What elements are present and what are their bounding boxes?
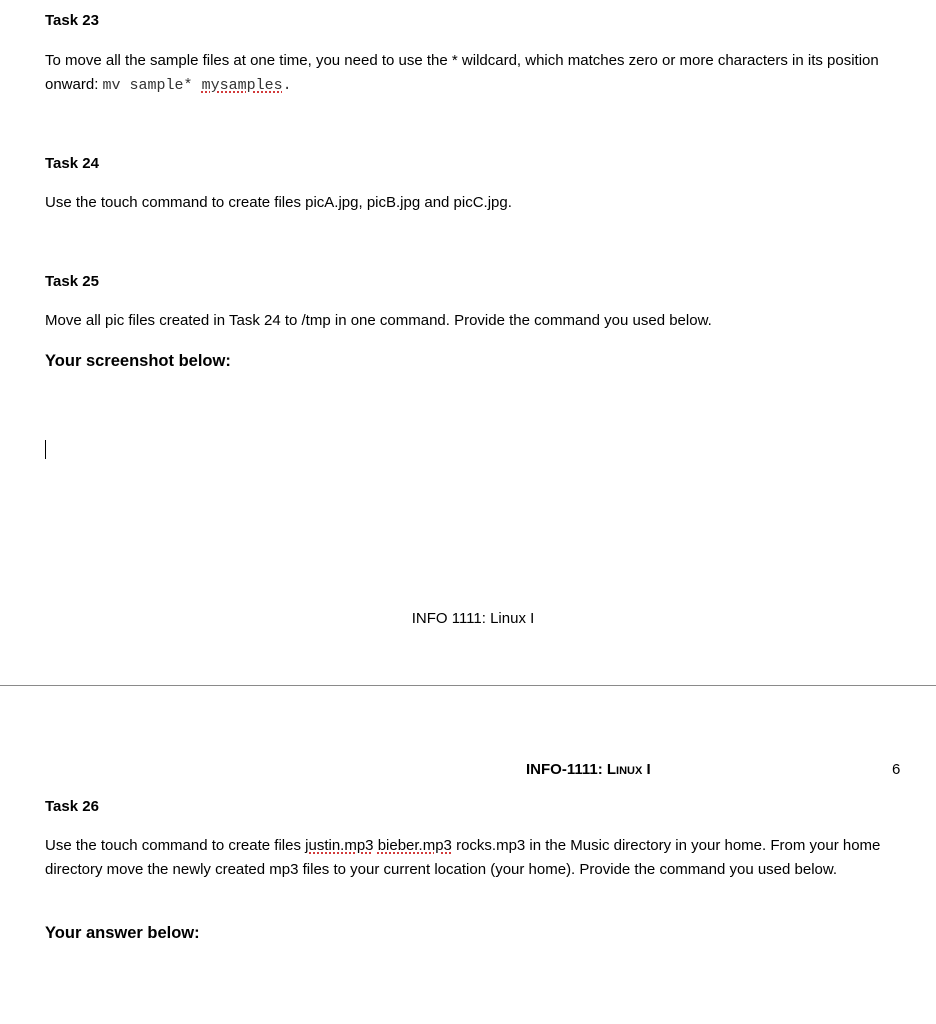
page-break-divider: [0, 685, 936, 686]
task-26-file-bieber: bieber.mp3: [377, 837, 452, 854]
task-25-heading: Task 25: [45, 273, 99, 290]
task-23-text: [45, 49, 905, 98]
page-header-title-smallcaps: Linux I: [606, 761, 651, 778]
task-23-heading: Task 23: [45, 12, 99, 29]
task-23-code-end: .: [282, 77, 292, 94]
task-26-text: [45, 834, 905, 882]
page-header-title: [526, 758, 651, 782]
task-23-code-argument: mysamples: [201, 77, 283, 94]
page-header-title-prefix: INFO-1111:: [526, 761, 607, 778]
task-26-heading: Task 26: [45, 798, 99, 815]
page-footer: INFO 1111: Linux I: [411, 610, 535, 627]
text-cursor[interactable]: [45, 440, 46, 459]
page-number: 6: [892, 761, 901, 778]
task-23-code-command: mv sample*: [102, 77, 202, 94]
task-26-text-start: Use the touch command to create files: [45, 837, 306, 854]
task-26-file-justin: justin.mp3: [305, 837, 374, 854]
task-25-screenshot-label: Your screenshot below:: [45, 352, 231, 370]
task-25-text: Move all pic files created in Task 24 to /tmp in one command. Provide the command you used below.: [45, 312, 712, 329]
task-24-heading: Task 24: [45, 155, 99, 172]
task-24-text: Use the touch command to create files picA.jpg, picB.jpg and picC.jpg.: [45, 194, 512, 211]
task-26-text-end: rocks.mp3 in the Music directory in your home. From your home directory move the newly created mp3 files to your current location (your home). Provide the command you used below.: [45, 837, 881, 878]
task-23-text-body: To move all the sample files at one time, you need to use the * wildcard, which matches zero or more characters in its position onward:: [45, 52, 879, 93]
task-26-answer-label: Your answer below:: [45, 924, 200, 942]
